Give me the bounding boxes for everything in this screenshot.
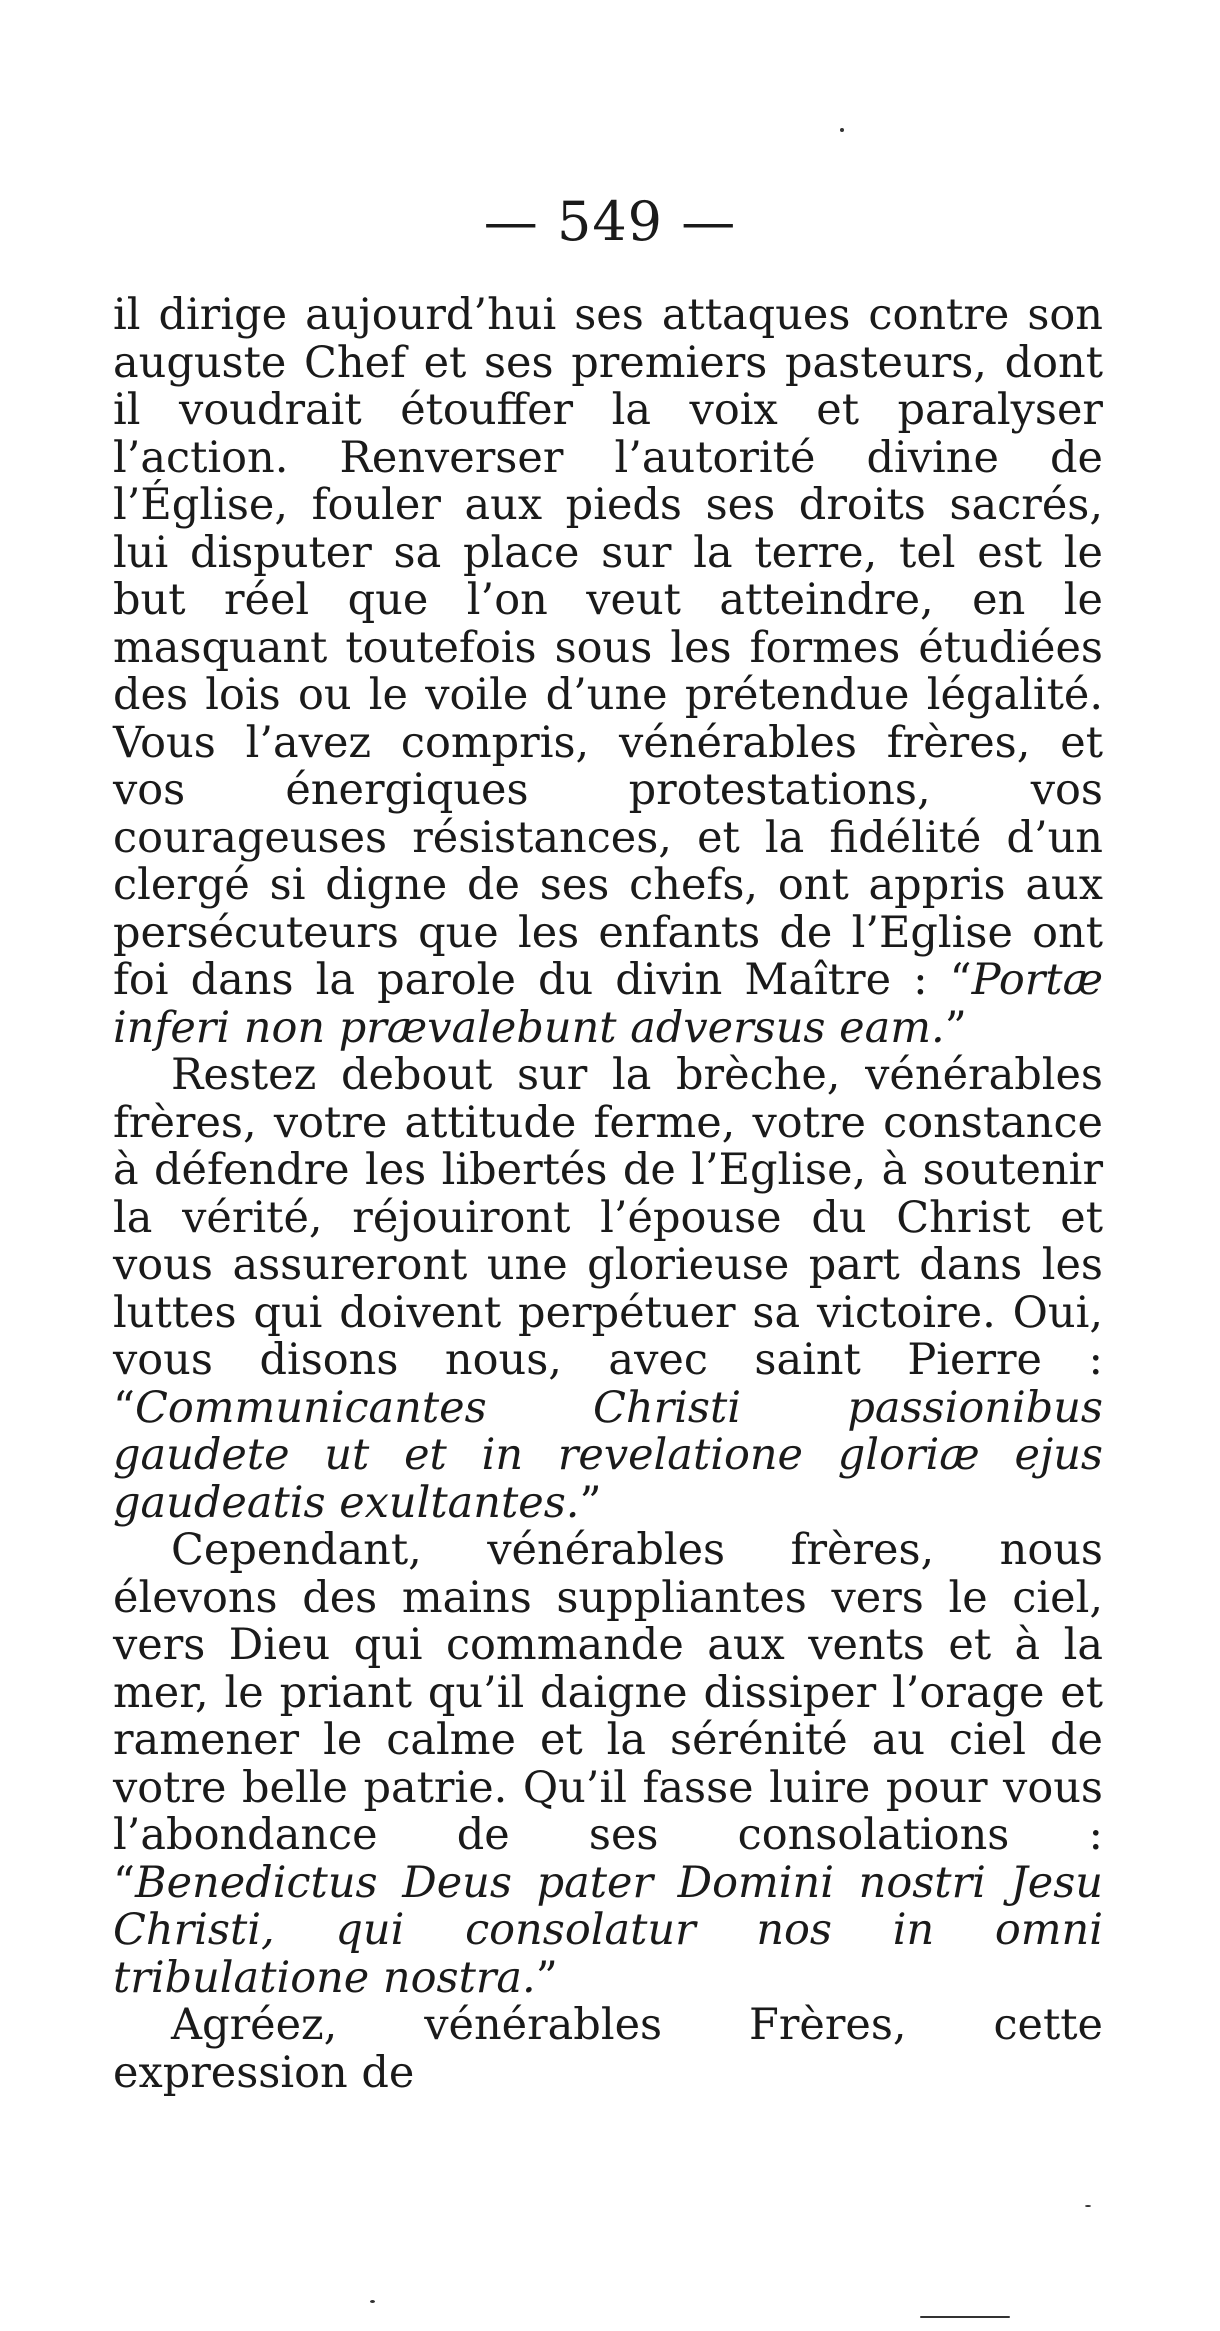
body-text [113, 292, 1103, 2097]
paragraph-text: Agréez, vénérables Frères, cette expression de [113, 2000, 1103, 2098]
closing-quote: ” [944, 1002, 967, 1053]
paragraph-text: il dirige aujourd’hui ses attaques contre son auguste Chef et ses premiers pasteurs, dont il voudrait étouffer la voix et paralyser l’action. Renverser l’autorité divine de l’Église, fouler aux pieds ses droits sacrés, lui disputer sa place sur la terre, tel est le but réel que l’on veut atteindre, en le masquant toutefois sous les formes étudiées des lois ou le voile d’une prétendue légalité. Vous l’avez compris, vénérables frères, et vos énergiques protestations, vos courageuses résistances, et la fidélité d’un clergé si digne de ses chefs, ont appris aux persécuteurs que les enfants de l’Eglise ont foi dans la parole du divin Maître : “ [113, 290, 1103, 1005]
paragraph-closing [113, 2002, 1103, 2097]
latin-quotation: Benedictus Deus pater Domini nostri Jesu Christi, qui consolatur nos in omni tribulatione nostra. [113, 1857, 1103, 2003]
paragraph-text: Restez debout sur la brèche, vénérables frères, votre attitude ferme, votre constance à défendre les libertés de l’Eglise, à soutenir la vérité, réjouiront l’épouse du Christ et vous assureront une glorieuse part dans les luttes qui doivent perpétuer sa victoire. Oui, vous disons nous, avec saint Pierre : “ [113, 1050, 1103, 1433]
print-speck [920, 2316, 1010, 2318]
print-speck [370, 2300, 375, 2303]
print-speck [840, 128, 844, 132]
closing-quote: ” [579, 1477, 602, 1528]
print-speck [1085, 2205, 1091, 2207]
closing-quote: ” [535, 1952, 558, 2003]
latin-quotation: Communicantes Christi passionibus gaudete ut et in revelatione gloriæ ejus gaudeatis exultantes. [113, 1382, 1103, 1528]
latin-quotation: Portæ inferi non prævalebunt adversus eam. [113, 955, 1103, 1053]
paragraph-continuation [113, 292, 1103, 1052]
paragraph-text: Cependant, vénérables frères, nous élevons des mains suppliantes vers le ciel, vers Dieu qui commande aux vents et à la mer, le priant qu’il daigne dissiper l’orage et ramener le calme et la sérénité au ciel de votre belle patrie. Qu’il fasse luire pour vous l’abondance de ses consolations : “ [113, 1525, 1103, 1908]
paragraph [113, 1527, 1103, 2002]
paragraph [113, 1052, 1103, 1527]
page-number: — 549 — [483, 190, 737, 253]
